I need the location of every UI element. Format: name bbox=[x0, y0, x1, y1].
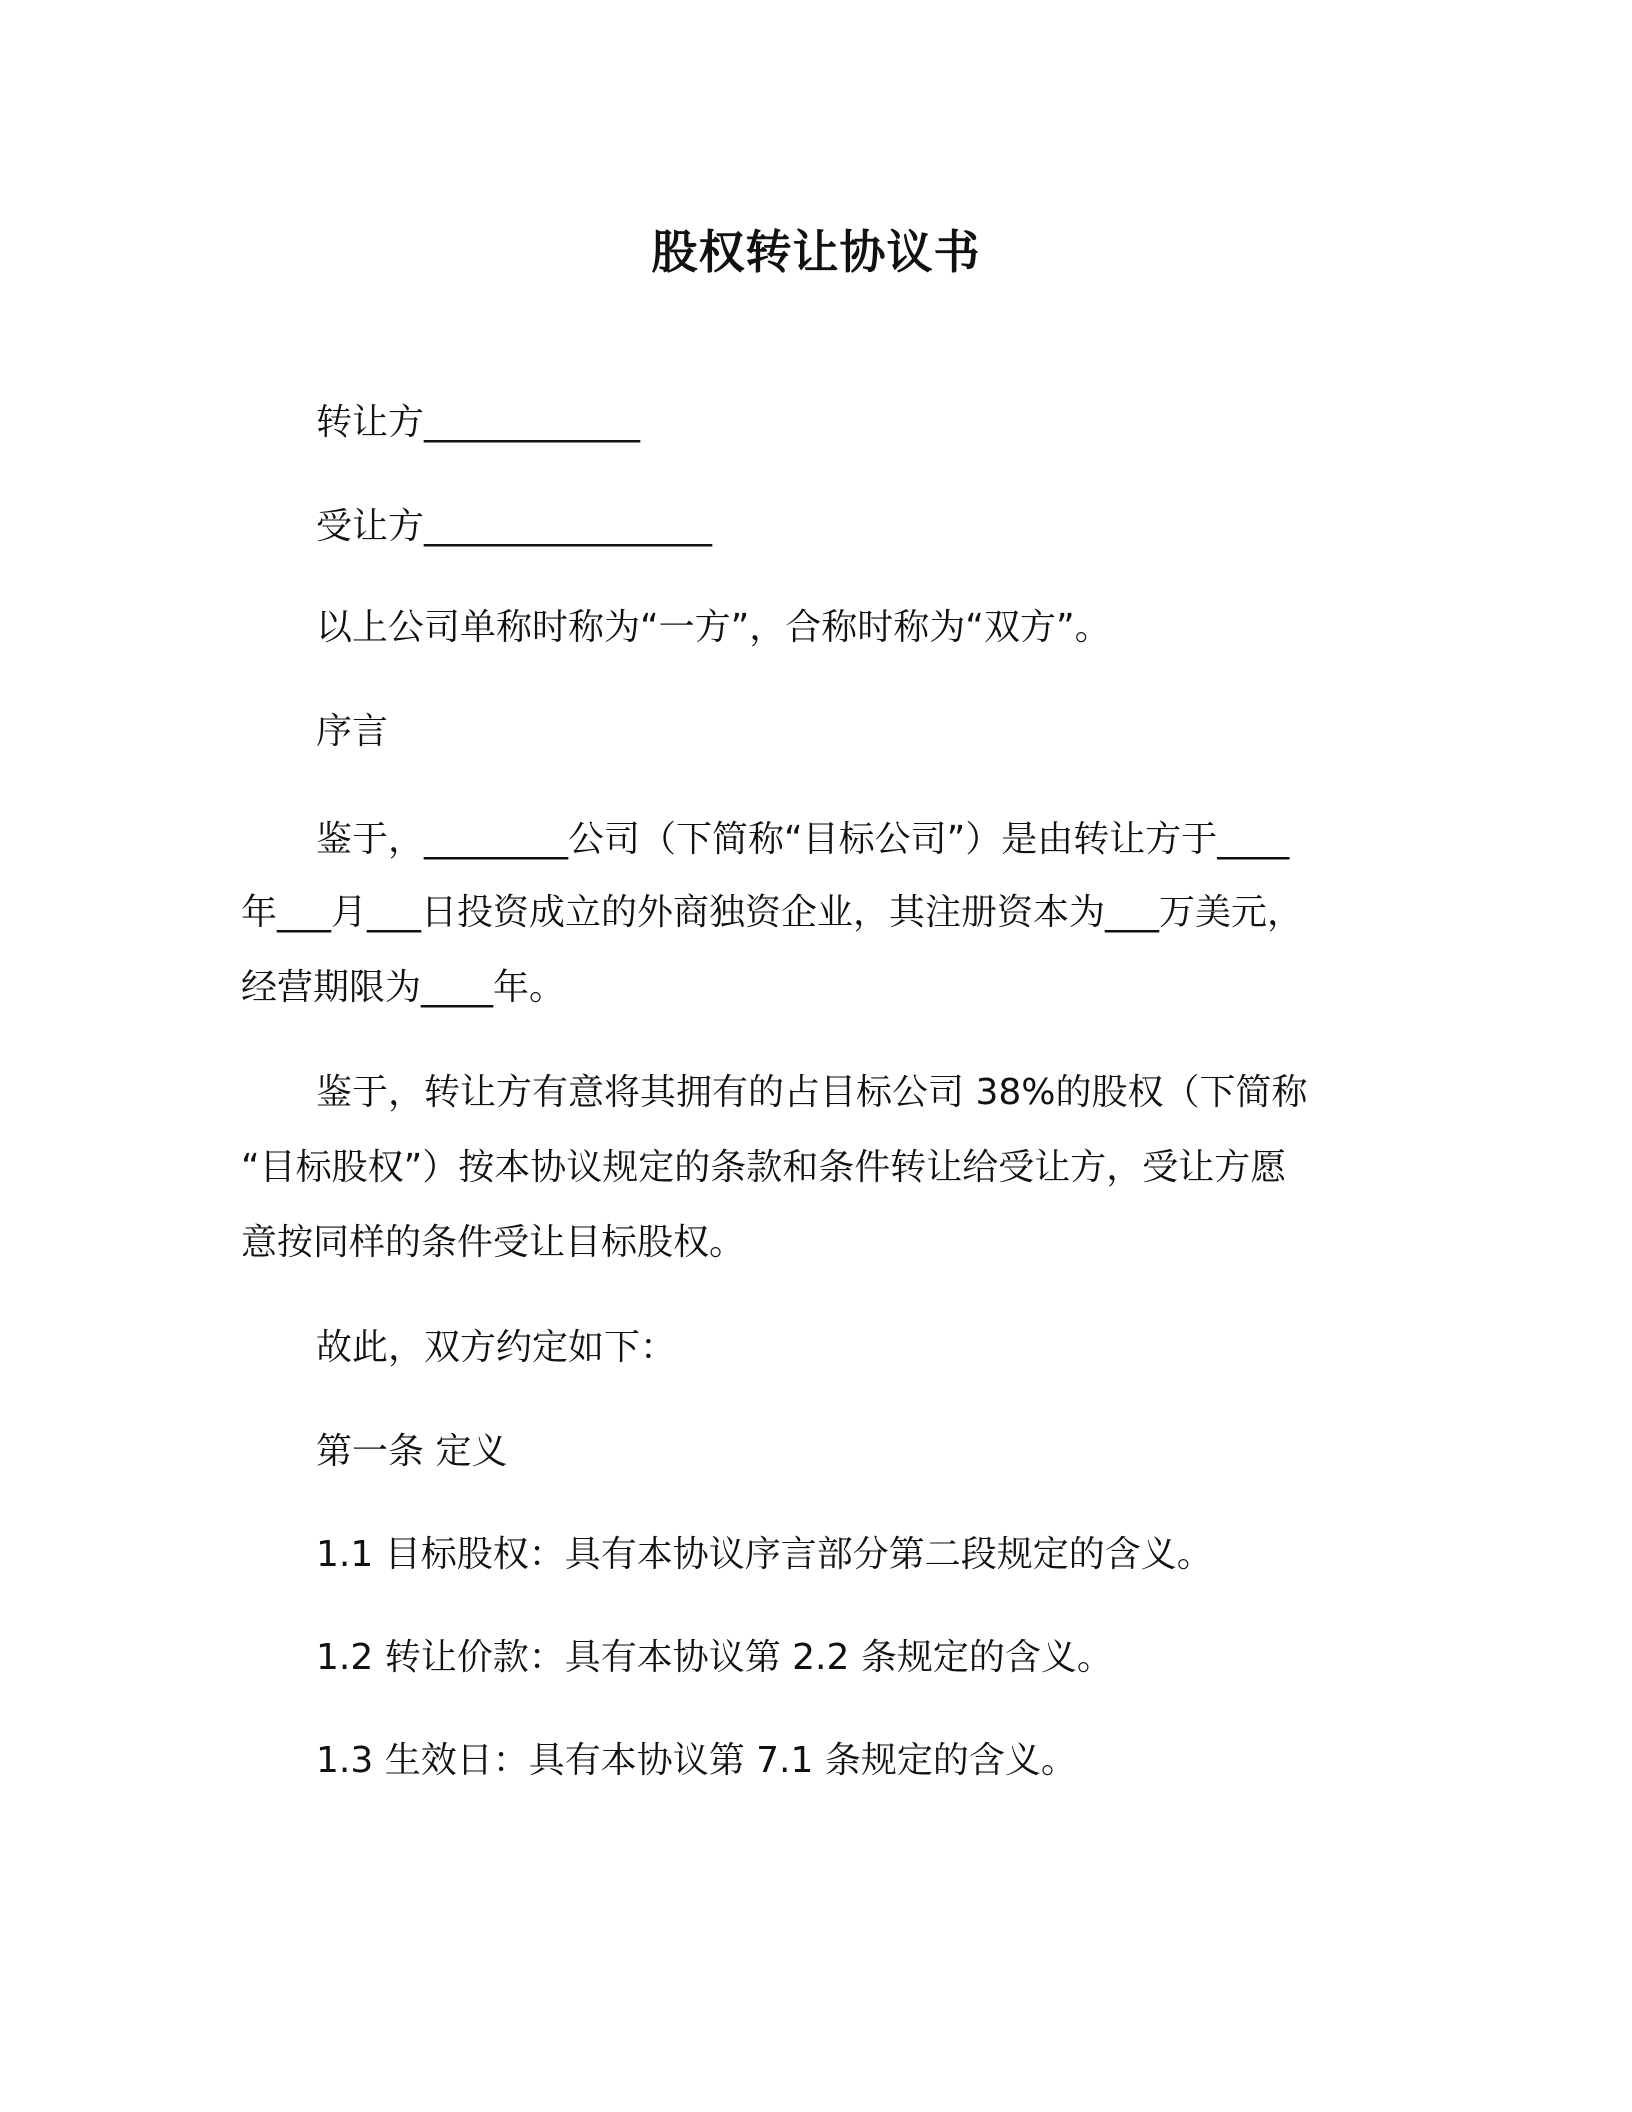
definition-1-2: 1.2 转让价款：具有本协议第 2.2 条规定的含义。 bbox=[316, 1637, 1113, 1678]
definition-1-3: 1.3 生效日：具有本协议第 7.1 条规定的含义。 bbox=[316, 1740, 1077, 1781]
recital-2-line-1: 鉴于，转让方有意将其拥有的占目标公司 38%的股权（下简称 bbox=[316, 1072, 1308, 1113]
preamble-heading: 序言 bbox=[316, 711, 389, 752]
recital-2-line-3: 意按同样的条件受让目标股权。 bbox=[241, 1222, 746, 1263]
definition-1-1: 1.1 目标股权：具有本协议序言部分第二段规定的含义。 bbox=[316, 1534, 1213, 1575]
agreement-intro-line: 故此，双方约定如下： bbox=[316, 1327, 677, 1368]
article-1-heading: 第一条 定义 bbox=[316, 1431, 508, 1472]
party-definition-line: 以上公司单称时称为“一方”，合称时称为“双方”。 bbox=[316, 607, 1111, 648]
recital-1-line-3: 经营期限为____年。 bbox=[241, 967, 566, 1008]
recital-2-line-2: “目标股权”）按本协议规定的条款和条件转让给受让方，受让方愿 bbox=[241, 1147, 1287, 1188]
transferee-line: 受让方________________ bbox=[316, 506, 713, 547]
document-title: 股权转让协议书 bbox=[651, 225, 981, 279]
transferor-line: 转让方____________ bbox=[316, 402, 641, 443]
recital-1-line-1: 鉴于，________公司（下简称“目标公司”）是由转让方于____ bbox=[316, 819, 1290, 860]
recital-1-line-2: 年___月___日投资成立的外商独资企业，其注册资本为___万美元， bbox=[241, 892, 1304, 933]
